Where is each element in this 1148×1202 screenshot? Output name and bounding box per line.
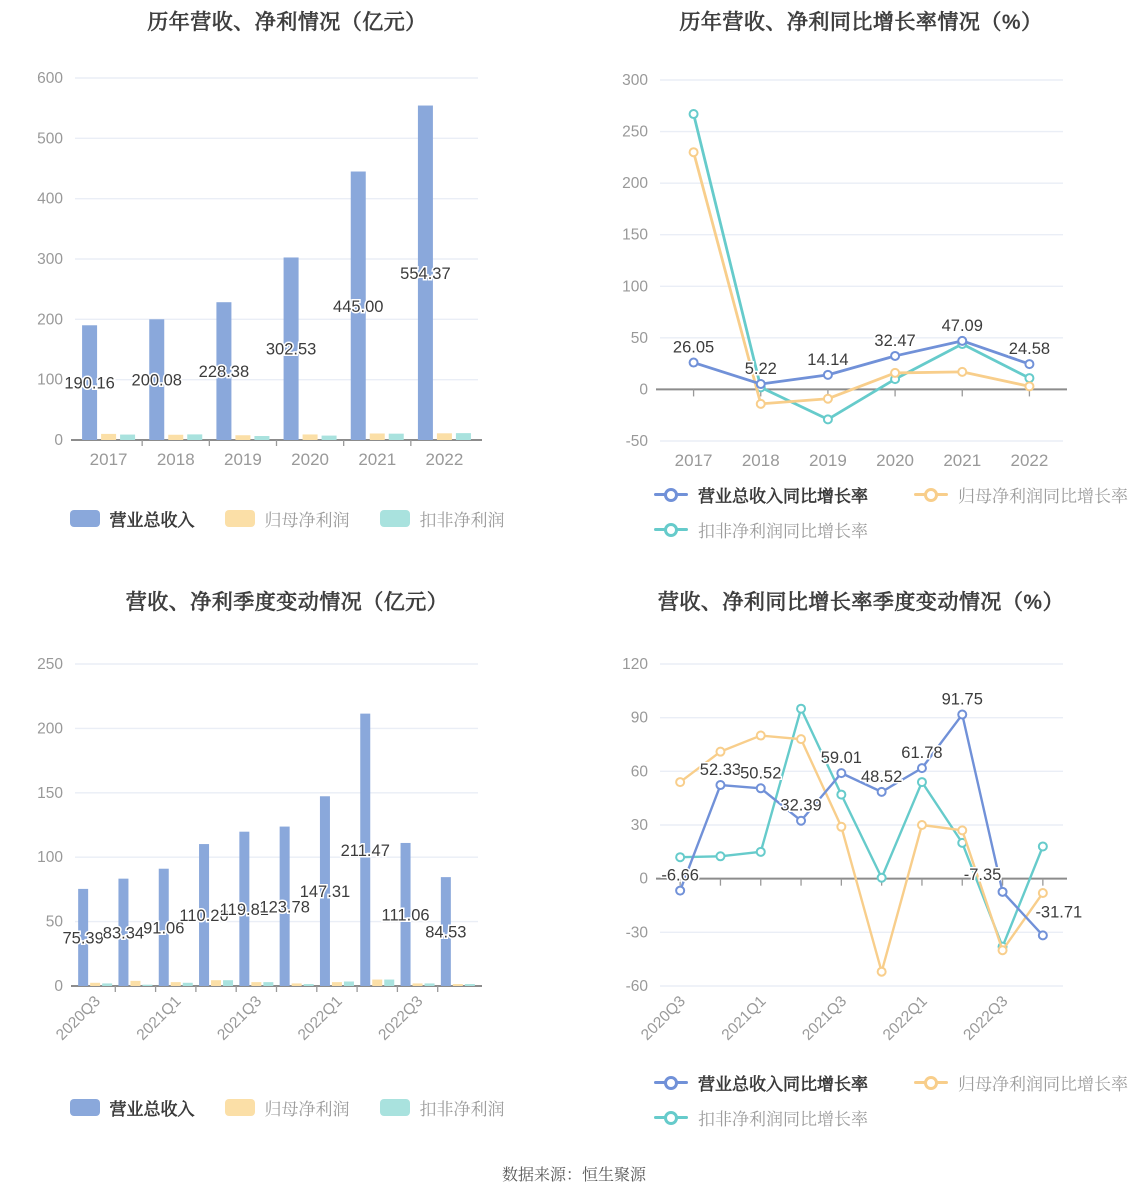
x-tick-label: 2017 [89, 450, 128, 469]
data-point [824, 371, 832, 379]
bar [211, 980, 221, 986]
data-point [824, 395, 832, 403]
bar [389, 434, 404, 440]
point-value-label: 61.78 [901, 744, 943, 763]
data-point [690, 148, 698, 156]
legend-label: 营业总收入同比增长率 [698, 1075, 868, 1094]
x-tick-label: 2020Q3 [637, 992, 689, 1044]
annual-values-plot [0, 0, 574, 500]
bars-营业总收入 [82, 106, 433, 440]
revenue-growth-line-icon [654, 487, 688, 503]
bar-value-label: 211.47 [340, 841, 390, 860]
y-tick-label: 50 [630, 329, 648, 347]
bar-value-label: 554.37 [400, 264, 451, 283]
legend-label: 扣非净利润同比增长率 [698, 522, 868, 541]
bar [304, 984, 314, 986]
bar [453, 984, 463, 986]
data-point [958, 826, 966, 834]
bar [120, 435, 135, 440]
x-axis [71, 440, 482, 446]
x-tick-label: 2020Q3 [52, 992, 104, 1044]
bar [372, 980, 382, 986]
y-tick-label: 250 [622, 123, 648, 141]
bar [171, 982, 181, 986]
data-point [1039, 842, 1047, 850]
data-point [797, 735, 805, 743]
data-point [716, 781, 724, 789]
y-tick-label: 0 [639, 381, 648, 399]
non-gaap-growth-line-icon [654, 1110, 688, 1126]
bar [322, 436, 337, 440]
net-profit-swatch-icon [225, 1099, 255, 1116]
data-point [1039, 889, 1047, 897]
legend-item-net-profit-growth[interactable] [914, 1070, 1128, 1095]
point-value-label: 48.52 [861, 767, 903, 786]
revenue-growth-line-icon [654, 1075, 688, 1091]
bar [332, 982, 342, 986]
legend-label: 扣非净利润 [419, 511, 505, 530]
y-tick-label: 150 [37, 784, 63, 802]
data-point [999, 946, 1007, 954]
x-tick-label: 2021Q3 [214, 992, 266, 1044]
data-point [797, 817, 805, 825]
quarterly-values-plot [0, 570, 574, 1090]
x-tick-label: 2022 [1010, 451, 1049, 470]
legend-label: 扣非净利润同比增长率 [698, 1110, 868, 1129]
legend [0, 1095, 574, 1120]
bar [90, 983, 100, 986]
y-tick-label: 200 [622, 175, 648, 193]
bar [425, 983, 435, 986]
chart-title: 历年营收、净利同比增长率情况（%） [679, 11, 1043, 34]
x-tick-labels [675, 451, 1049, 470]
legend-item-revenue[interactable] [70, 1095, 195, 1120]
line-归母净利润同比增长率 [690, 148, 1034, 408]
x-tick-labels [90, 450, 464, 469]
data-point [797, 705, 805, 713]
x-tick-label: 2019 [809, 451, 847, 470]
legend [654, 1070, 1128, 1130]
bar [303, 434, 318, 440]
chart-annual-growth [574, 0, 1148, 570]
legend-label: 营业总收入同比增长率 [698, 487, 868, 506]
point-value-label: 91.75 [941, 690, 983, 709]
legend [0, 506, 574, 531]
y-tick-label: 90 [630, 709, 648, 727]
y-tick-label: 400 [37, 190, 63, 208]
bar-value-labels [64, 265, 450, 393]
bar [370, 433, 385, 440]
bar [183, 983, 193, 986]
bar-value-label: 84.53 [425, 923, 467, 942]
chart-quarterly-growth [574, 570, 1148, 1155]
x-tick-label: 2022Q1 [294, 992, 346, 1044]
data-point [716, 748, 724, 756]
legend-label: 归母净利润 [264, 1100, 350, 1119]
x-axis [656, 389, 1067, 396]
legend [654, 482, 1128, 542]
data-point [1025, 360, 1033, 368]
legend-label: 营业总收入 [109, 511, 195, 530]
legend-item-net-profit-growth[interactable] [914, 482, 1128, 507]
point-value-label: -6.66 [661, 866, 699, 885]
y-tick-label: 300 [622, 72, 648, 89]
point-value-label: 14.14 [807, 350, 849, 369]
point-value-label: 32.47 [874, 331, 916, 350]
data-point [757, 784, 765, 792]
y-tick-label: -60 [625, 978, 648, 995]
data-point [690, 110, 698, 118]
bars-营业总收入 [78, 714, 451, 986]
chart-quarterly-values [0, 570, 574, 1155]
point-value-label: -7.35 [963, 865, 1002, 884]
x-tick-label: 2017 [674, 451, 713, 470]
bar [235, 435, 250, 440]
bar-value-label: 75.39 [62, 929, 104, 948]
data-point [999, 888, 1007, 896]
x-tick-label: 2022Q1 [879, 992, 931, 1044]
legend-label: 营业总收入 [109, 1100, 195, 1119]
net-profit-swatch-icon [225, 510, 255, 527]
data-point [757, 732, 765, 740]
data-point [918, 778, 926, 786]
x-tick-label: 2021 [358, 450, 397, 469]
y-tick-label: 600 [37, 70, 63, 87]
x-tick-label: 2018 [156, 450, 195, 469]
revenue-swatch-icon [70, 510, 100, 527]
y-tick-label: 120 [622, 656, 648, 673]
data-point [837, 823, 845, 831]
y-tick-label: 0 [639, 870, 648, 888]
legend-label: 扣非净利润 [419, 1100, 505, 1119]
legend-item-non-gaap-growth[interactable] [654, 517, 868, 542]
y-tick-label: 250 [37, 656, 63, 673]
x-axis [71, 986, 482, 992]
bar [254, 436, 269, 440]
bar-value-label: 200.08 [131, 371, 182, 390]
legend-item-revenue-growth[interactable] [654, 1070, 868, 1095]
quarterly-growth-plot [574, 570, 1148, 1070]
bar [130, 981, 140, 986]
data-point [676, 778, 684, 786]
x-tick-label: 2019 [224, 450, 262, 469]
x-tick-label: 2020 [876, 451, 914, 470]
point-value-label: 24.58 [1008, 340, 1051, 359]
data-point [1025, 374, 1033, 382]
data-point [918, 821, 926, 829]
data-point [958, 368, 966, 376]
bar [102, 983, 112, 986]
legend-item-non-gaap[interactable] [380, 1095, 505, 1120]
data-point [837, 769, 845, 777]
x-tick-label: 2021Q3 [799, 992, 851, 1044]
bar-value-label: 147.31 [299, 883, 351, 902]
chart-title: 历年营收、净利情况（亿元） [147, 11, 427, 34]
data-point [716, 852, 724, 860]
legend-label: 归母净利润 [264, 511, 350, 530]
legend-row [654, 482, 1128, 507]
data-point [1025, 382, 1033, 390]
legend-label: 归母净利润同比增长率 [958, 1075, 1128, 1094]
data-point [757, 848, 765, 856]
y-tick-label: 300 [37, 251, 63, 268]
y-tick-label: 200 [37, 720, 63, 738]
non-gaap-swatch-icon [380, 1099, 410, 1116]
revenue-swatch-icon [70, 1099, 100, 1116]
bar-value-label: 111.06 [381, 906, 430, 925]
point-value-label: 47.09 [941, 316, 983, 335]
y-tick-label: 0 [54, 432, 63, 449]
data-point [958, 337, 966, 345]
non-gaap-growth-line-icon [654, 522, 688, 538]
data-point [891, 352, 899, 360]
point-value-label: 50.52 [740, 764, 782, 783]
y-tick-label: 100 [37, 371, 63, 389]
data-point [757, 400, 765, 408]
bar [187, 434, 202, 440]
y-tick-label: 100 [622, 278, 648, 296]
bar [456, 433, 471, 440]
non-gaap-swatch-icon [380, 510, 410, 527]
bar [101, 434, 116, 440]
data-source-note: 数据来源：恒生聚源 [501, 1167, 646, 1184]
bar-value-label: 119.81 [219, 900, 269, 919]
point-value-label: 59.01 [820, 749, 862, 768]
bar [437, 433, 452, 440]
chart-annual-values [0, 0, 574, 570]
data-point [891, 369, 899, 377]
bar [263, 982, 273, 986]
bar-value-label: 445.00 [333, 297, 384, 316]
point-value-label: 5.22 [744, 360, 777, 379]
point-value-labels [661, 691, 1082, 922]
y-tick-label: 0 [54, 978, 63, 995]
y-tick-label: 100 [37, 849, 63, 867]
bar [384, 980, 394, 986]
net-profit-growth-line-icon [914, 1075, 948, 1091]
x-tick-label: 2021Q1 [718, 992, 770, 1044]
x-tick-label: 2022Q3 [960, 992, 1012, 1044]
annual-growth-plot [574, 0, 1148, 480]
legend-item-non-gaap-growth[interactable] [654, 1105, 868, 1130]
bar [413, 983, 423, 986]
bar [292, 983, 302, 986]
x-tick-label: 2021Q1 [133, 992, 185, 1044]
bar-value-label: 110.20 [179, 907, 229, 926]
data-point [878, 788, 886, 796]
data-point [676, 887, 684, 895]
x-tick-labels [638, 993, 1011, 1044]
bar [251, 982, 261, 986]
y-tick-label: 60 [630, 763, 648, 781]
legend-row [654, 1105, 1128, 1130]
chart-title: 营收、净利季度变动情况（亿元） [125, 591, 449, 614]
bar [168, 435, 183, 440]
bar-value-label: 190.16 [64, 374, 115, 393]
data-point [1039, 931, 1047, 939]
legend-label: 归母净利润同比增长率 [958, 487, 1128, 506]
line-营业总收入同比增长率 [690, 337, 1034, 388]
bar [223, 980, 233, 986]
legend-item-non-gaap[interactable] [380, 506, 505, 531]
bar-value-label: 228.38 [198, 363, 250, 382]
point-value-labels [673, 317, 1050, 378]
x-tick-label: 2021 [943, 451, 982, 470]
net-profit-growth-line-icon [914, 487, 948, 503]
y-tick-label: 150 [622, 226, 648, 244]
legend-row [654, 517, 1128, 542]
data-point [837, 791, 845, 799]
legend-item-revenue-growth[interactable] [654, 482, 868, 507]
bar-value-label: 302.53 [265, 340, 317, 359]
y-tick-label: -50 [625, 433, 648, 450]
data-point [824, 415, 832, 423]
y-tick-label: 200 [37, 311, 63, 329]
point-value-label: 52.33 [699, 761, 742, 780]
legend-item-net-profit[interactable] [225, 1095, 350, 1120]
point-value-label: 26.05 [672, 338, 715, 357]
x-tick-label: 2022Q3 [375, 992, 427, 1044]
bar-value-label: 83.34 [102, 924, 145, 943]
data-point [878, 874, 886, 882]
bar [344, 981, 354, 986]
x-axis [656, 879, 1067, 886]
bar-value-label: 123.78 [259, 898, 310, 917]
data-point [757, 380, 765, 388]
x-tick-label: 2022 [425, 450, 464, 469]
x-tick-label: 2018 [741, 451, 780, 470]
bar-value-label: 91.06 [143, 919, 185, 938]
data-point [690, 359, 698, 367]
bar [465, 984, 475, 986]
data-point [676, 853, 684, 861]
y-tick-label: 30 [630, 817, 648, 834]
legend-item-net-profit[interactable] [225, 506, 350, 531]
bar [142, 985, 152, 986]
point-value-label: -31.71 [1035, 903, 1083, 922]
point-value-label: 32.39 [780, 796, 822, 815]
y-tick-label: 50 [45, 913, 63, 931]
x-tick-labels [53, 993, 426, 1044]
y-tick-label: 500 [37, 130, 63, 148]
data-point [918, 764, 926, 772]
data-point [958, 711, 966, 719]
legend-item-revenue[interactable] [70, 506, 195, 531]
x-tick-label: 2020 [291, 450, 329, 469]
y-tick-label: -30 [625, 924, 648, 942]
data-point [878, 968, 886, 976]
legend-row [654, 1070, 1128, 1095]
chart-title: 营收、净利同比增长率季度变动情况（%） [657, 591, 1065, 614]
